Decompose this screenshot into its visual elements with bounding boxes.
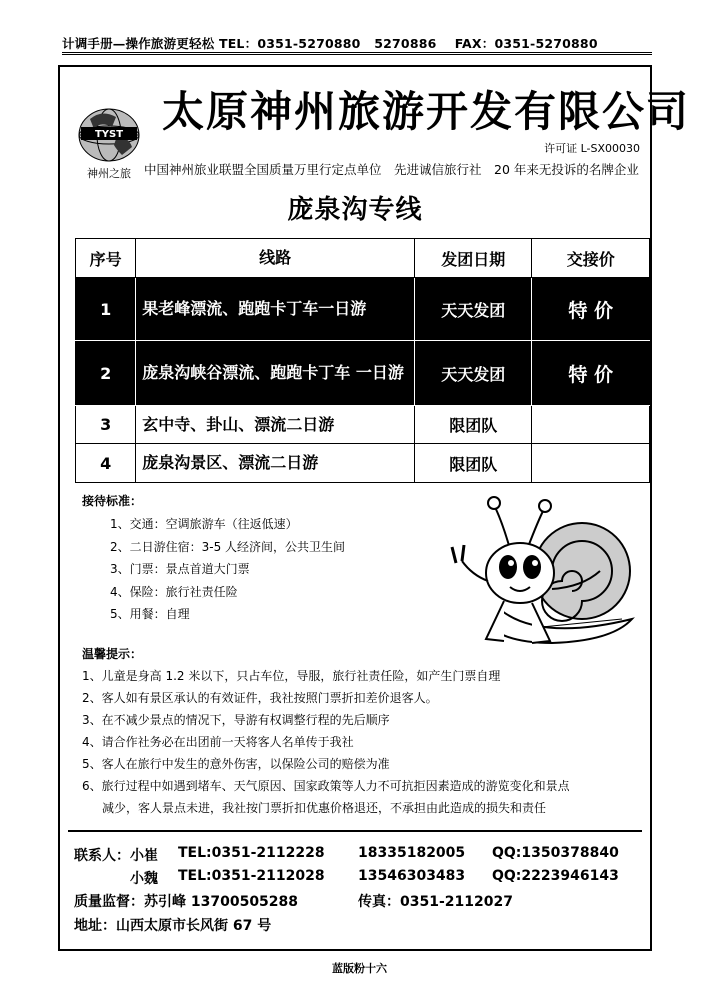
row-price: 特 价 [532,278,650,341]
table-header-row [76,239,650,278]
contact-tel-1: TEL:0351-2112228 [178,845,325,861]
standard-item: 4、保险：旅行社责任险 [110,584,238,599]
header-slogan: 计调手册—操作旅游更轻松 [62,36,215,51]
top-header-bar [62,34,652,55]
contact-mobile-2: 13546303483 [358,868,466,884]
tips-title: 温馨提示： [82,647,143,661]
row-date: 天天发团 [414,341,532,406]
routes-table [75,238,650,483]
tip-item: 1、儿童是身高 1.2 米以下，只占车位，导服，旅行社责任险，如产生门票自理 [82,669,501,683]
row-route: 果老峰漂流、跑跑卡丁车一日游 [136,278,415,341]
flyer-frame [58,65,691,951]
row-price [532,444,650,483]
company-slogan: 中国神州旅业联盟全国质量万里行定点单位 先进诚信旅行社 20 年来无投诉的名牌企业 [144,162,639,177]
row-no: 2 [76,341,136,406]
row-no: 3 [76,406,136,444]
tip-item: 5、客人在旅行中发生的意外伤害，以保险公司的赔偿为准 [82,757,390,771]
contact-divider [68,830,642,832]
company-name: 太原神州旅游开发有限公司 [162,87,691,136]
contact-qq-2: QQ:2223946143 [492,868,619,884]
standards-list [110,513,345,626]
table-row [76,278,650,341]
contact-qq-1: QQ:1350378840 [492,845,619,861]
address: 地址：山西太原市长风街 67 号 [74,918,272,934]
header-tel: 0351-5270880 [257,36,361,51]
header-fax: 0351-5270880 [494,36,598,51]
row-date: 限团队 [414,444,532,483]
header-price: 交接价 [532,239,650,278]
header-date: 发团日期 [414,239,532,278]
contact-person-2: 小魏 [130,871,158,887]
tip-item: 减少，客人景点未进，我社按门票折扣优惠价格退还，不承担由此造成的损失和责任 [102,801,547,815]
logo-letters: TYST [94,129,124,140]
tip-item: 4、请合作社务必在出团前一天将客人名单传于我社 [82,735,354,749]
tip-item: 2、客人如有景区承认的有效证件，我社按照门票折扣差价退客人。 [82,691,438,705]
contact-mobile-1: 18335182005 [358,845,466,861]
row-date: 天天发团 [414,278,532,341]
contact-label: 联系人： [74,848,130,864]
row-route: 玄中寺、卦山、漂流二日游 [136,406,415,444]
logo-text: 神州之旅 [87,167,131,180]
license-number: 许可证 L-SX00030 [544,142,640,155]
line-title: 庞泉沟专线 [287,195,423,225]
tip-item: 6、旅行过程中如遇到堵车、天气原因、国家政策等人力不可抗拒因素造成的游览变化和景点 [82,779,570,793]
header-tel2: 5270886 [374,36,437,51]
table-row [76,406,650,444]
tip-item: 3、在不减少景点的情况下，导游有权调整行程的先后顺序 [82,713,390,727]
row-date: 限团队 [414,406,532,444]
globe-logo-icon [72,105,146,183]
table-row [76,341,650,406]
standards-title: 接待标准： [82,494,143,508]
header-no: 序号 [76,239,136,278]
page-footer: 蓝版粉十六 [332,962,387,975]
row-route: 庞泉沟峡谷漂流、跑跑卡丁车 一日游 [136,341,415,406]
row-price: 特 价 [532,341,650,406]
tips-list [82,665,642,819]
standard-item: 2、二日游住宿：3-5 人经济间，公共卫生间 [110,539,346,554]
snail-mascot-icon [432,491,644,659]
standard-item: 1、交通：空调旅游车（往返低速） [110,517,298,531]
row-no: 4 [76,444,136,483]
header-route: 线路 [136,239,415,278]
table-row [76,444,650,483]
row-route: 庞泉沟景区、漂流二日游 [136,444,415,483]
header-tel-label: TEL： [218,36,258,51]
quality-supervision: 质量监督：苏引峰 13700505288 [74,894,299,910]
row-price [532,406,650,444]
fax-number: 传真：0351-2112027 [358,894,513,910]
row-no: 1 [76,278,136,341]
contact-row-1 [74,845,158,865]
standard-item: 3、门票：景点首道大门票 [110,562,250,576]
standard-item: 5、用餐：自理 [110,607,190,621]
header-fax-label: FAX： [454,36,495,51]
contact-tel-2: TEL:0351-2112028 [178,868,325,884]
contact-person-1: 小崔 [130,848,158,864]
